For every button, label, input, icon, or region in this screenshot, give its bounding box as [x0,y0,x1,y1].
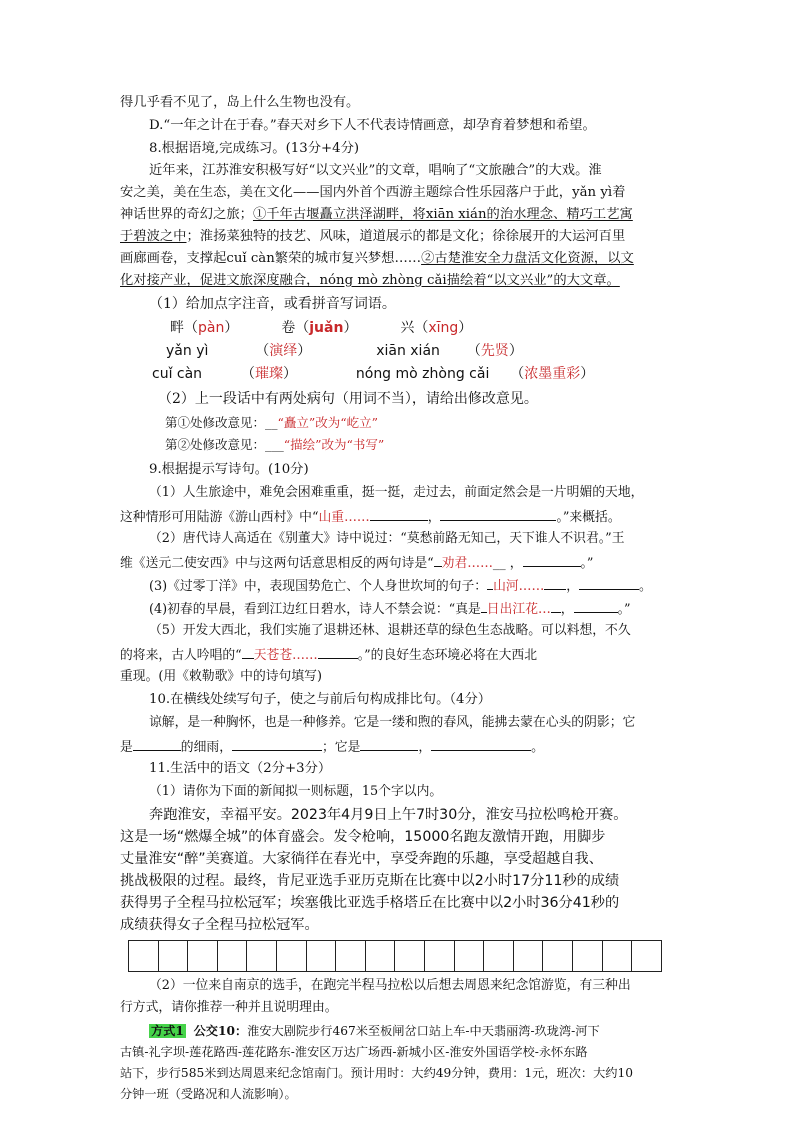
pinyin-row: cuǐ càn （璀璨） nóng mò zhòng cǎi （浓墨重彩） [152,366,595,382]
q10-line: 谅解，是一种胸怀，也是一种修养。它是一缕和煦的春风，能拂去蒙在心头的阴影；它 [149,715,636,730]
answer-cell[interactable] [158,940,189,972]
answer: 浓墨重彩 [524,366,581,382]
passage-line: 神话世界的奇幻之旅；①千年古堰矗立洪泽湖畔，将xiān xián的治水理念、精巧工艺寓 [120,207,633,222]
news-line: 挑战极限的过程。最终，肯尼亚选手亚历克斯在比赛中以2小时17分11秒的成绩 [120,873,620,889]
option-d: D.“一年之计在于春。”春天对乡下人不代表诗情画意，却孕育着梦想和希望。 [149,118,596,133]
option-1-line: 古镇-礼字坝-莲花路西-莲花路东-淮安区万达广场西-新城小区-淮安外国语学校-永怀东路 [120,1045,588,1059]
answer-cell[interactable] [394,940,425,972]
answer: 日出江花… [486,602,551,617]
passage-line: 于碧波之中；淮扬菜独特的技艺、风味，道道展示的都是文化；徐徐展开的大运河百里 [120,229,626,244]
subquestion-1: （1）给加点字注音，或看拼音写词语。 [149,296,396,312]
passage-line: 画廊画卷，支撑起cuǐ càn繁荣的城市复兴梦想……②古楚淮安全力盘活文化资源，以文 [120,251,634,266]
question-9-title: 9.根据提示写诗句。(10分) [149,462,309,477]
sick-sentence-2-end: 化对接产业，促进文旅深度融合，nóng mò zhòng cǎi描绘着“以文兴业”的大文章。 [120,273,620,288]
answer: 先贤 [480,343,509,359]
answer-cell[interactable] [454,940,485,972]
answer: 山重…… [318,510,370,525]
answer-cell[interactable] [276,940,307,972]
answer-cell[interactable] [365,940,396,972]
news-line: 成绩获得女子全程马拉松冠军。 [120,917,319,933]
option-1: 方式1 公交10：淮安大剧院步行467米至板闸岔口站上车-中天翡丽湾-玖珑湾-河下 [151,1024,600,1038]
answer: xīng [428,320,459,336]
answer-cell[interactable] [631,940,662,972]
pinyin-row: 畔（pàn） 卷（juǎn） 兴（xīng） [170,320,473,336]
q9-line: (3)《过零丁洋》中，表现国势危亡、个人身世坎坷的句子： 山河…… ， 。 [149,575,709,597]
q11-line: 行方式，请你推荐一种并且说明理由。 [120,1000,338,1015]
q9-line: 重现。(用《敕勒歌》中的诗句填写) [120,669,322,684]
answer-cell[interactable] [128,940,159,972]
question-8-title: 8.根据语境,完成练习。(13分+4分) [149,141,360,156]
question-10-title: 10.在横线处续写句子，使之与前后句构成排比句。（4分） [149,692,492,707]
answer: juǎn [309,320,344,336]
subquestion-2: （2）上一段话中有两处病句（用词不当），请给出修改意见。 [158,391,538,407]
answer: 天苍苍…… [253,648,318,663]
answer-cell[interactable] [187,940,218,972]
prev-text-line: 得几乎看不见了，岛上什么生物也没有。 [120,95,360,110]
question-11-title: 11.生活中的语文（2分+3分） [149,761,332,776]
q9-line: 的将来，古人吟唱的“ 天苍苍…… 。”的良好生态环境必将在大西北 [120,644,680,666]
passage-line [120,271,680,291]
option-1-line: 站下，步行585米到达周恩来纪念馆南门。预计用时：大约49分钟，费用：1元，班次：大约10 [120,1066,633,1080]
answer-cell[interactable] [483,940,514,972]
q9-line: （5）开发大西北，我们实施了退耕还林、退耕还草的绿色生态战略。可以料想，不久 [149,623,631,638]
option-1-tag: 方式1 [151,1024,184,1038]
sick-sentence-2: ②古楚淮安全力盘活文化资源，以文 [421,251,634,266]
answer-cell[interactable] [246,940,277,972]
pinyin-row: yǎn yì （演绎） xiān xián （先贤） [166,343,523,359]
answer-cell[interactable] [335,940,366,972]
q9-line: (4)初春的早晨，看到江边红日碧水，诗人不禁会说：“真是 日出江花… ， 。” [149,598,709,620]
answer-cell[interactable] [513,940,544,972]
answer: 璀璨 [254,366,283,382]
q9-line: 维《送元二使安西》中与这两句话意思相反的两句诗是“ 劝君……__ ， 。” [120,552,680,574]
sick-sentence-1: ①千年古堰矗立洪泽湖畔，将xiān xián的治水理念、精巧工艺寓 [252,207,633,222]
news-line: 获得男子全程马拉松冠军；埃塞俄比亚选手格塔丘在比赛中以2小时36分41秒的 [120,895,620,911]
sick-sentence-1-end: 于碧波之中 [120,229,187,244]
answer: pàn [198,320,225,336]
answer: 山河…… [493,579,545,594]
q10-line: 是 的细雨， ；它是 ， 。 [120,736,680,758]
q11-line: （2）一位来自南京的选手，在跑完半程马拉松以后想去周恩来纪念馆游览，有三种出 [149,978,631,993]
answer-cell[interactable] [424,940,455,972]
news-line: 丈量淮安“醉”美赛道。大家徜徉在春光中，享受奔跑的乐趣，享受超越自我、 [120,851,603,867]
answer: “矗立”改为“屹立” [277,415,379,430]
option-1-line: 分钟一班（受路况和人流影响）。 [120,1087,297,1101]
q9-line: 这种情形可用陆游《游山西村》中“山重…… ， 。”来概括。 [120,506,680,528]
answer: “描绘”改为“书写” [283,437,385,452]
news-line: 奔跑淮安，幸福平安。2023年4月9日上午7时30分，淮安马拉松鸣枪开赛。 [149,807,628,823]
fix-line-2: 第②处修改意见：___“描绘”改为“书写” [165,437,385,452]
q9-line: （1）人生旅途中，难免会困难重重，挺一挺，走过去，前面定然会是一片明媚的天地， [149,485,644,500]
passage-line: 近年来，江苏淮安积极写好“以文兴业”的文章，唱响了“文旅融合”的大戏。淮 [149,163,602,178]
q11-line: （1）请你为下面的新闻拟一则标题，15个字以内。 [149,784,443,799]
answer-cell[interactable] [542,940,573,972]
title-answer-grid[interactable] [129,940,662,972]
q9-line: （2）唐代诗人高适在《别董大》诗中说过：“莫愁前路无知己，天下谁人不识君。”王 [149,531,625,546]
fix-line-1: 第①处修改意见：__“矗立”改为“屹立” [165,415,379,430]
answer: 劝君…… [441,556,493,571]
answer-cell[interactable] [217,940,248,972]
news-line: 这是一场“燃爆全城”的体育盛会。发令枪响，15000名跑友激情开跑，用脚步 [120,829,606,845]
answer-cell[interactable] [306,940,337,972]
answer-cell[interactable] [602,940,633,972]
answer-cell[interactable] [572,940,603,972]
answer: 演绎 [269,343,298,359]
passage-line: 安之美，美在生态，美在文化——国内外首个西游主题综合性乐园落户于此，yǎn yì着 [120,185,626,200]
